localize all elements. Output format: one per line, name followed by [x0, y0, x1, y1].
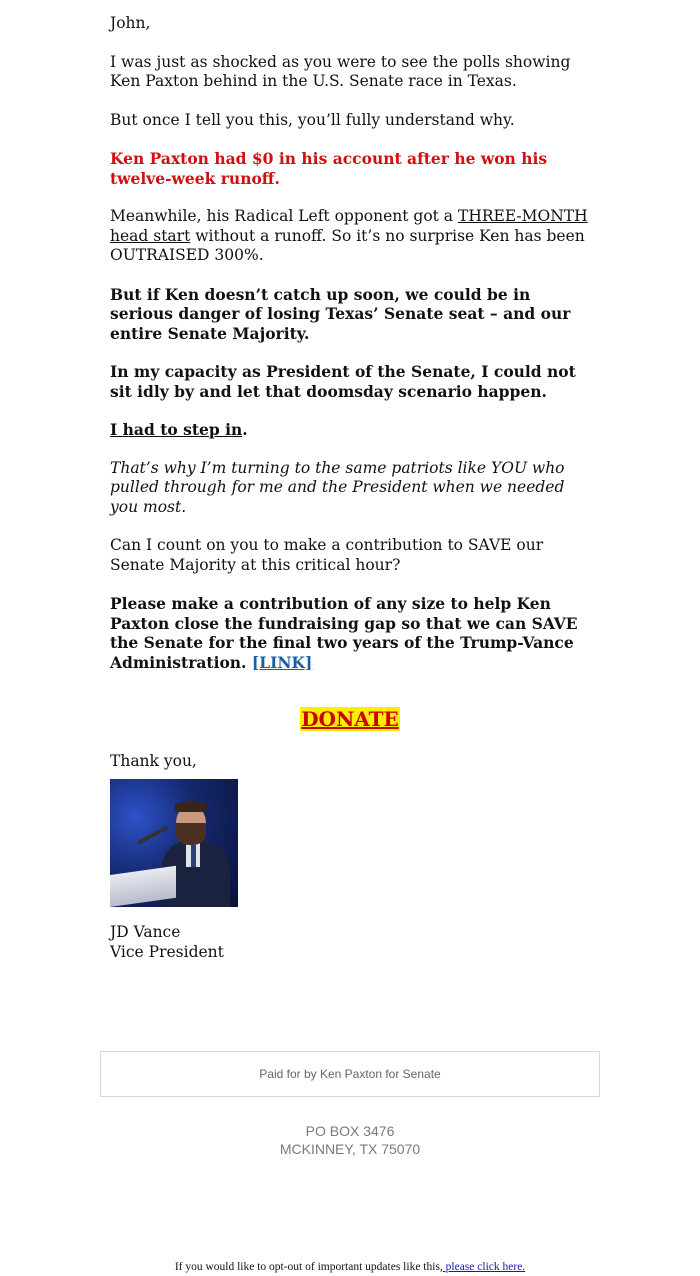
opponent-text-start: Meanwhile, his Radical Left opponent got a [110, 207, 458, 225]
donate-button[interactable]: DONATE [301, 707, 399, 731]
paragraph-step-in [110, 420, 590, 440]
photo-microphone [137, 825, 169, 844]
paragraph-polls: I was just as shocked as you were to see the polls showing Ken Paxton behind in the U.S. Senate race in Texas. [110, 52, 571, 90]
photo-hair [175, 801, 207, 812]
paragraph-contribution [110, 594, 590, 672]
optout-footer [0, 1261, 700, 1273]
contribution-link[interactable]: [LINK] [251, 652, 313, 672]
opponent-text-end: without a runoff. So it’s no surprise Ken has been OUTRAISED 300%. [110, 226, 585, 264]
optout-text: If you would like to opt-out of important updates like this, [174, 1261, 443, 1273]
paragraph-explain: But once I tell you this, you’ll fully understand why. [110, 110, 515, 129]
paragraph-zero-account: Ken Paxton had $0 in his account after he won his twelve-week runoff. [110, 149, 548, 188]
paragraph-president-senate: In my capacity as President of the Senate, I could not sit idly by and let that doomsday scenario happen. [110, 362, 576, 401]
address-line-2: MCKINNEY, TX 75070 [279, 1141, 421, 1157]
address-line-1: PO BOX 3476 [305, 1123, 395, 1139]
paid-for-disclaimer [100, 1051, 600, 1097]
paid-for-text: Paid for by Ken Paxton for Senate [259, 1067, 441, 1081]
signer-title: Vice President [110, 942, 224, 961]
signer-name: JD Vance [110, 923, 181, 941]
signer-photo [110, 779, 238, 907]
email-body [110, 14, 590, 962]
photo-beard [176, 823, 206, 845]
step-in-period: . [242, 420, 248, 439]
three-month-head-start: THREE-MONTH head start [110, 207, 588, 245]
paragraph-opponent [110, 207, 590, 266]
paragraph-patriots: That’s why I’m turning to the same patriots like YOU who pulled through for me and the President when we needed you most. [110, 458, 565, 516]
paragraph-count-on-you: Can I count on you to make a contribution to SAVE our Senate Majority at this critical hour? [110, 536, 544, 574]
donate-container [110, 707, 590, 732]
signoff: Thank you, [110, 751, 197, 770]
paragraph-danger: But if Ken doesn’t catch up soon, we could be in serious danger of losing Texas’ Senate seat – and our entire Senate Majority. [110, 284, 571, 343]
mailing-address [0, 1122, 700, 1158]
optout-link[interactable]: please click here. [442, 1261, 526, 1273]
contribution-text: Please make a contribution of any size to help Ken Paxton close the fundraising gap so that we can SAVE the Senate for the final two years of the Trump-Vance Administration. [110, 594, 578, 672]
step-in-text: I had to step in [110, 420, 243, 439]
photo-tie [191, 845, 196, 867]
greeting: John, [110, 14, 151, 32]
